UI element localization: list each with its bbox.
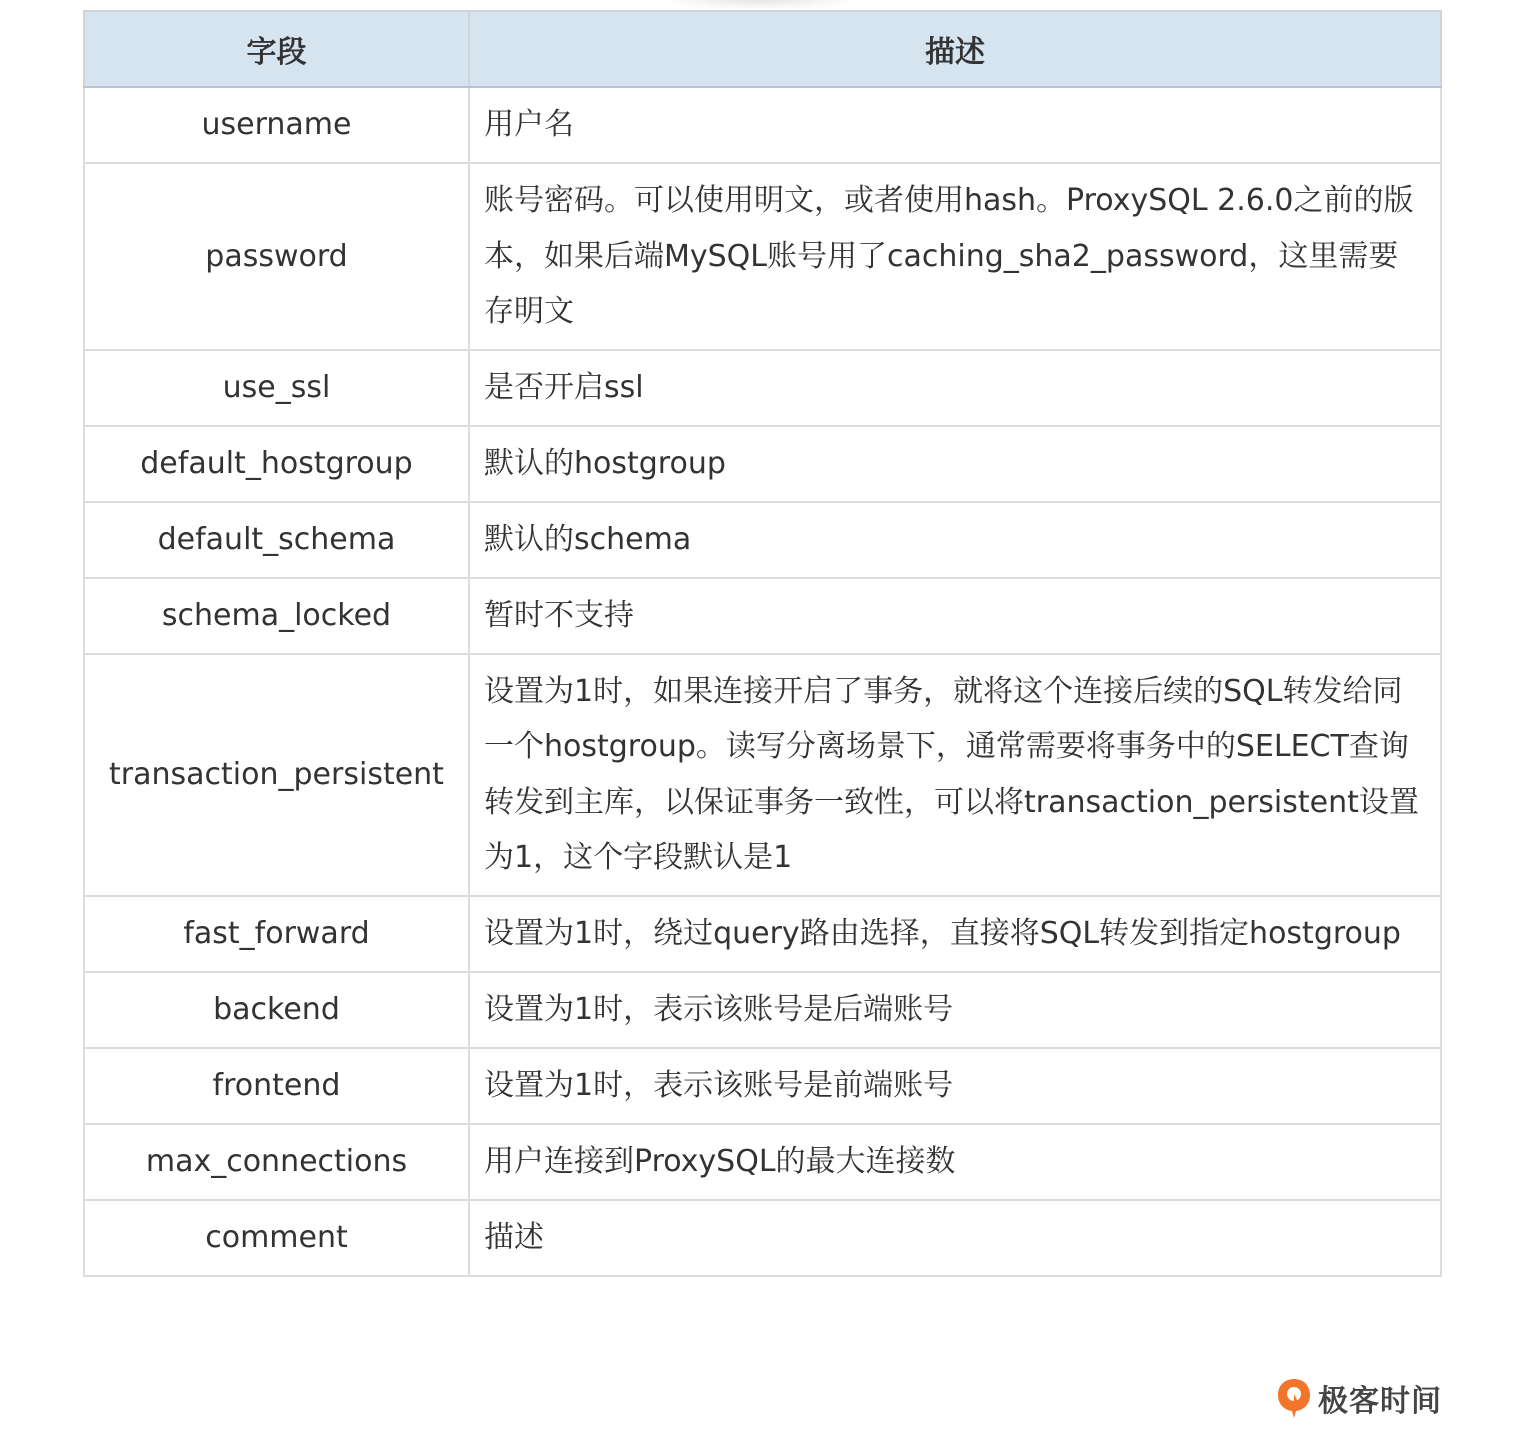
field-description: 用户名 (469, 87, 1441, 163)
table-row (84, 1124, 1441, 1200)
field-description: 暂时不支持 (469, 578, 1441, 654)
logo-text: 极客时间 (1318, 1384, 1442, 1419)
field-name: frontend (84, 1048, 469, 1124)
field-name: username (84, 87, 469, 163)
field-description: 默认的schema (469, 502, 1441, 578)
field-name: default_hostgroup (84, 426, 469, 502)
field-name: schema_locked (84, 578, 469, 654)
table-row (84, 896, 1441, 972)
field-description: 设置为1时，表示该账号是后端账号 (469, 972, 1441, 1048)
table-row (84, 1048, 1441, 1124)
field-name: default_schema (84, 502, 469, 578)
field-description: 默认的hostgroup (469, 426, 1441, 502)
table-row (84, 654, 1441, 896)
table-row (84, 502, 1441, 578)
field-description: 描述 (469, 1200, 1441, 1276)
table-row (84, 350, 1441, 426)
table-row (84, 163, 1441, 350)
field-name: use_ssl (84, 350, 469, 426)
field-name: max_connections (84, 1124, 469, 1200)
field-description: 设置为1时，表示该账号是前端账号 (469, 1048, 1441, 1124)
field-description: 是否开启ssl (469, 350, 1441, 426)
field-name: fast_forward (84, 896, 469, 972)
header-description: 描述 (469, 11, 1441, 87)
geektime-logo-icon (1276, 1377, 1312, 1419)
table-row (84, 426, 1441, 502)
geektime-logo (1276, 1376, 1442, 1420)
field-description: 账号密码。可以使用明文，或者使用hash。ProxySQL 2.6.0之前的版本，如果后端MySQL账号用了caching_sha2_password，这里需要存明文 (469, 163, 1441, 350)
table-row (84, 578, 1441, 654)
table-row (84, 87, 1441, 163)
field-name: password (84, 163, 469, 350)
table-row (84, 1200, 1441, 1276)
field-name: backend (84, 972, 469, 1048)
field-name: transaction_persistent (84, 654, 469, 896)
field-description: 设置为1时，绕过query路由选择，直接将SQL转发到指定hostgroup (469, 896, 1441, 972)
header-field: 字段 (84, 11, 469, 87)
field-table (83, 10, 1442, 1277)
field-name: comment (84, 1200, 469, 1276)
field-description: 设置为1时，如果连接开启了事务，就将这个连接后续的SQL转发给同一个hostgroup。读写分离场景下，通常需要将事务中的SELECT查询转发到主库，以保证事务一致性，可以将transaction_persistent设置为1，这个字段默认是1 (469, 654, 1441, 896)
table-row (84, 972, 1441, 1048)
field-description: 用户连接到ProxySQL的最大连接数 (469, 1124, 1441, 1200)
table-header-row (84, 11, 1441, 87)
top-shadow (660, 0, 860, 10)
